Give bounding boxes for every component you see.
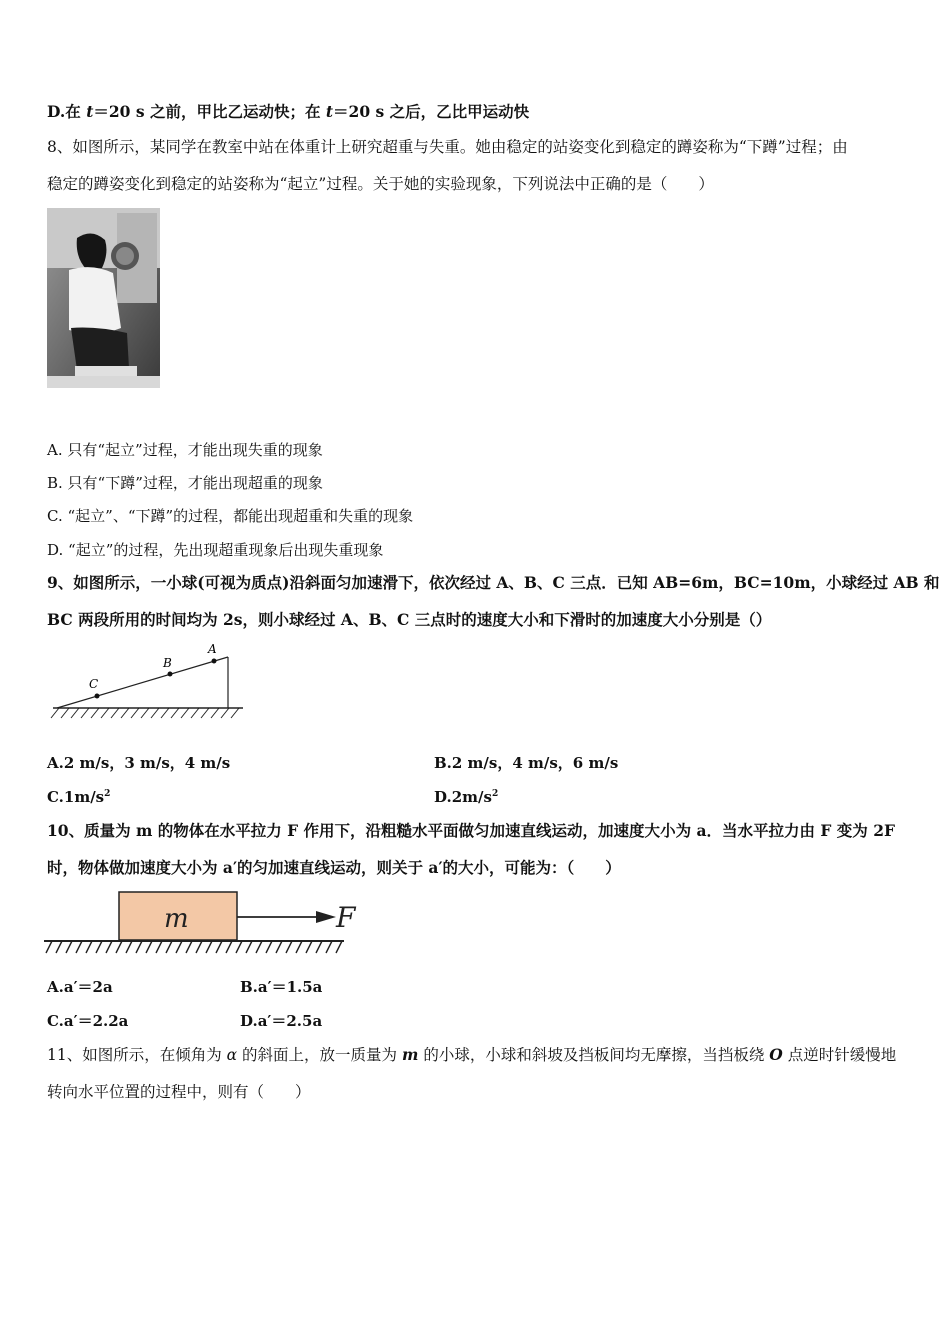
force-arrow-head [316, 911, 336, 923]
student-on-scale-illustration [47, 208, 160, 388]
q9-option-b: B.2 m/s，4 m/s，6 m/s [434, 754, 619, 772]
q8-stem-line2: 稳定的蹲姿变化到稳定的站姿称为“起立”过程。关于她的实验现象，下列说法中正确的是（ ） [47, 175, 714, 193]
q11-stem-line2: 转向水平位置的过程中，则有（ ） [47, 1083, 311, 1101]
q9-incline-figure [45, 640, 250, 725]
q9-stem-line1: 9、如图所示，一小球(可视为质点)沿斜面匀加速滑下，依次经过 A、B、C 三点．已知 AB=6m，BC=10m，小球经过 AB 和 [47, 573, 940, 592]
q10-option-b: B.a′＝1.5a [240, 978, 323, 996]
q11-text-1: 11、如图所示，在倾角为 [47, 1046, 227, 1064]
q7-option-d-pre: D.在 [47, 102, 87, 121]
point-a [212, 659, 217, 664]
q10-stem-line1: 10、质量为 m 的物体在水平拉力 F 作用下，沿粗糙水平面做匀加速直线运动，加速度大小为 a．当水平拉力由 F 变为 2F [47, 821, 895, 840]
label-c: C [89, 677, 99, 691]
q7-option-d-post: ＝20 s 之后，乙比甲运动快 [333, 102, 530, 121]
q8-option-d: D. “起立”的过程，先出现超重现象后出现失重现象 [47, 541, 384, 559]
q10-option-a: A.a′＝2a [47, 978, 113, 996]
q10-block-figure [44, 886, 364, 958]
q9-stem-line2: BC 两段所用的时间均为 2s，则小球经过 A、B、C 三点时的速度大小和下滑时的加速度大小分别是（） [47, 610, 772, 629]
floor-hatching [46, 941, 342, 953]
q8-option-b: B. 只有“下蹲”过程，才能出现超重的现象 [47, 474, 323, 492]
q7-option-d-t1: t [86, 102, 94, 121]
q11-point-o: O [769, 1045, 783, 1064]
q9-option-d-exponent: 2 [491, 789, 499, 799]
mass-label: m [164, 904, 189, 934]
q9-option-c-exponent: 2 [104, 789, 111, 799]
q9-option-d-text: D.2m/s [434, 788, 492, 806]
q10-option-c: C.a′＝2.2a [47, 1012, 129, 1030]
point-c [95, 694, 100, 699]
q9-option-a: A.2 m/s，3 m/s，4 m/s [47, 754, 231, 772]
q9-option-d [434, 787, 498, 807]
q10-option-d: D.a′＝2.5a [240, 1012, 323, 1030]
q11-mass-symbol: m [401, 1045, 419, 1064]
incline-surface [57, 657, 228, 708]
point-b [168, 672, 173, 677]
q8-stem-line1: 8、如图所示，某同学在教室中站在体重计上研究超重与失重。她由稳定的站姿变化到稳定的蹲姿称为“下蹲”过程；由 [47, 138, 848, 156]
q7-option-d-t2: t [325, 102, 334, 121]
q10-stem-line2: 时，物体做加速度大小为 a′的匀加速直线运动，则关于 a′的大小，可能为：（ ） [47, 858, 621, 877]
q7-option-d-mid: ＝20 s 之前，甲比乙运动快；在 [93, 102, 326, 121]
q9-option-c [47, 787, 110, 807]
q11-stem-line1 [47, 1045, 896, 1065]
q8-student-photo [47, 208, 160, 388]
label-b: B [163, 656, 172, 670]
q9-option-c-text: C.1m/s [47, 788, 105, 806]
q11-text-2: 的斜面上，放一质量为 [237, 1046, 402, 1064]
q8-option-a: A. 只有“起立”过程，才能出现失重的现象 [47, 441, 323, 459]
q11-text-4: 点逆时针缓慢地 [782, 1046, 897, 1064]
q11-alpha: α [226, 1046, 238, 1064]
label-a: A [208, 642, 217, 656]
q7-option-d [47, 102, 529, 122]
force-label: F [336, 901, 356, 934]
ground-hatching [51, 708, 239, 718]
q11-text-3: 的小球，小球和斜坡及挡板间均无摩擦，当挡板绕 [418, 1046, 770, 1064]
q8-option-c: C. “起立”、“下蹲”的过程，都能出现超重和失重的现象 [47, 507, 414, 525]
